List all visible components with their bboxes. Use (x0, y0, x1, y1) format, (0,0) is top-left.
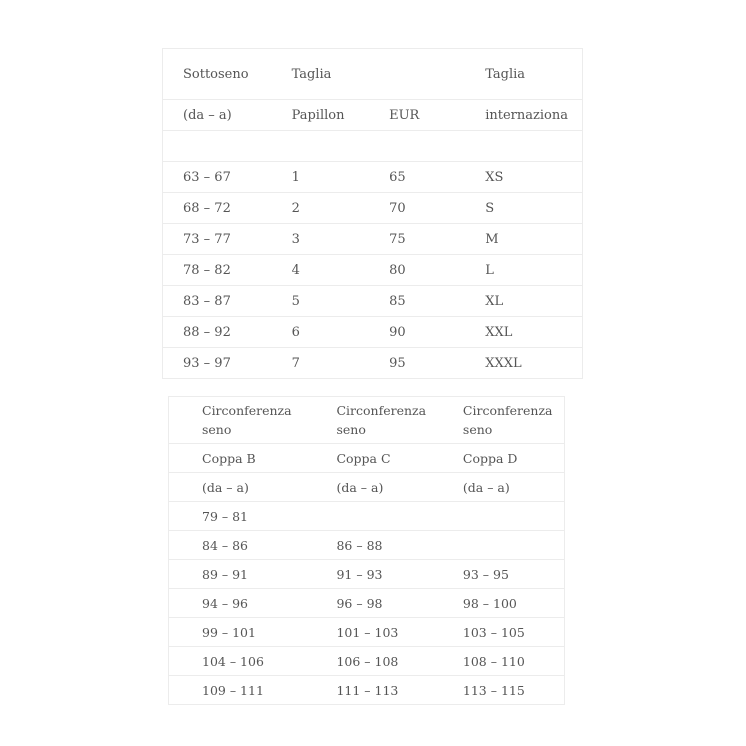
table-cell: 63 – 67 (163, 162, 272, 193)
header-cell: internaziona (465, 100, 582, 131)
header-cell: Coppa D (438, 444, 565, 473)
table-row (169, 560, 565, 589)
size-table-header-row (163, 49, 583, 100)
table-cell: 6 (272, 317, 370, 348)
table-cell: 94 – 96 (169, 589, 304, 618)
table-cell: L (465, 255, 582, 286)
table-row (163, 255, 583, 286)
table-cell: 93 – 95 (438, 560, 565, 589)
header-cell: Coppa B (169, 444, 304, 473)
header-cell: Circonferenza seno (438, 397, 565, 444)
header-cell: (da – a) (163, 100, 272, 131)
table-cell: 101 – 103 (303, 618, 437, 647)
table-cell: 95 (389, 355, 406, 371)
header-cell: Sottoseno (163, 49, 272, 100)
header-cell: Circonferenza seno (303, 397, 437, 444)
table-cell: XXL (465, 317, 582, 348)
table-cell: 2 (272, 193, 370, 224)
table-row (163, 317, 583, 348)
header-cell: Taglia (465, 49, 582, 100)
table-cell: 106 – 108 (303, 647, 437, 676)
table-cell (303, 502, 437, 531)
header-cell: Circonferenza seno (169, 397, 304, 444)
table-cell: 88 – 92 (163, 317, 272, 348)
table-row (169, 531, 565, 560)
table-cell: 98 – 100 (438, 589, 565, 618)
table-cell: 104 – 106 (169, 647, 304, 676)
header-cell: Papillon (272, 100, 370, 131)
table-row (163, 348, 583, 379)
table-cell: 90 (369, 317, 465, 348)
header-cell: (da – a) (169, 473, 304, 502)
table-cell: 113 – 115 (462, 682, 525, 698)
table-cell: 93 – 97 (183, 355, 231, 371)
header-cell: (da – a) (438, 473, 565, 502)
cup-table-subheader-row (169, 444, 565, 473)
table-row (169, 618, 565, 647)
table-cell: 65 (369, 162, 465, 193)
table-cell: 75 (369, 224, 465, 255)
table-cell: 4 (272, 255, 370, 286)
cup-table-range-row (169, 473, 565, 502)
cup-table (168, 396, 565, 705)
empty-cell (272, 131, 370, 162)
header-cell: Coppa C (303, 444, 437, 473)
table-row (169, 502, 565, 531)
table-cell: 70 (369, 193, 465, 224)
table-row (169, 647, 565, 676)
table-cell (438, 531, 565, 560)
table-cell: 111 – 113 (336, 682, 399, 698)
table-row (169, 589, 565, 618)
header-cell: Taglia (272, 49, 370, 100)
size-table-subheader-row (163, 100, 583, 131)
empty-row (163, 131, 583, 162)
header-cell: EUR (369, 100, 465, 131)
table-cell: 7 (291, 355, 300, 371)
table-cell: 78 – 82 (163, 255, 272, 286)
table-cell: 84 – 86 (169, 531, 304, 560)
table-cell (438, 502, 565, 531)
header-cell: (da – a) (303, 473, 437, 502)
empty-cell (163, 131, 272, 162)
table-cell: 83 – 87 (163, 286, 272, 317)
table-cell: 85 (369, 286, 465, 317)
table-cell: 86 – 88 (303, 531, 437, 560)
table-cell: 73 – 77 (163, 224, 272, 255)
table-cell: 1 (272, 162, 370, 193)
table-cell: 103 – 105 (438, 618, 565, 647)
table-cell: M (465, 224, 582, 255)
table-cell: XL (465, 286, 582, 317)
table-row (163, 193, 583, 224)
cup-table-header-row (169, 397, 565, 444)
table-cell: 89 – 91 (169, 560, 304, 589)
table-row (169, 676, 565, 705)
empty-cell (369, 131, 465, 162)
table-cell: S (465, 193, 582, 224)
table-cell: 108 – 110 (438, 647, 565, 676)
table-cell: 5 (272, 286, 370, 317)
table-cell: 99 – 101 (169, 618, 304, 647)
table-cell: XS (465, 162, 582, 193)
table-row (163, 286, 583, 317)
table-row (163, 224, 583, 255)
table-cell: XXXL (485, 355, 522, 371)
table-cell: 96 – 98 (303, 589, 437, 618)
table-cell: 68 – 72 (163, 193, 272, 224)
table-cell: 79 – 81 (169, 502, 304, 531)
table-row (163, 162, 583, 193)
table-cell: 91 – 93 (303, 560, 437, 589)
header-cell (369, 49, 465, 100)
empty-cell (465, 131, 582, 162)
size-table (162, 48, 583, 379)
table-cell: 109 – 111 (202, 682, 264, 698)
table-cell: 3 (272, 224, 370, 255)
table-cell: 80 (369, 255, 465, 286)
